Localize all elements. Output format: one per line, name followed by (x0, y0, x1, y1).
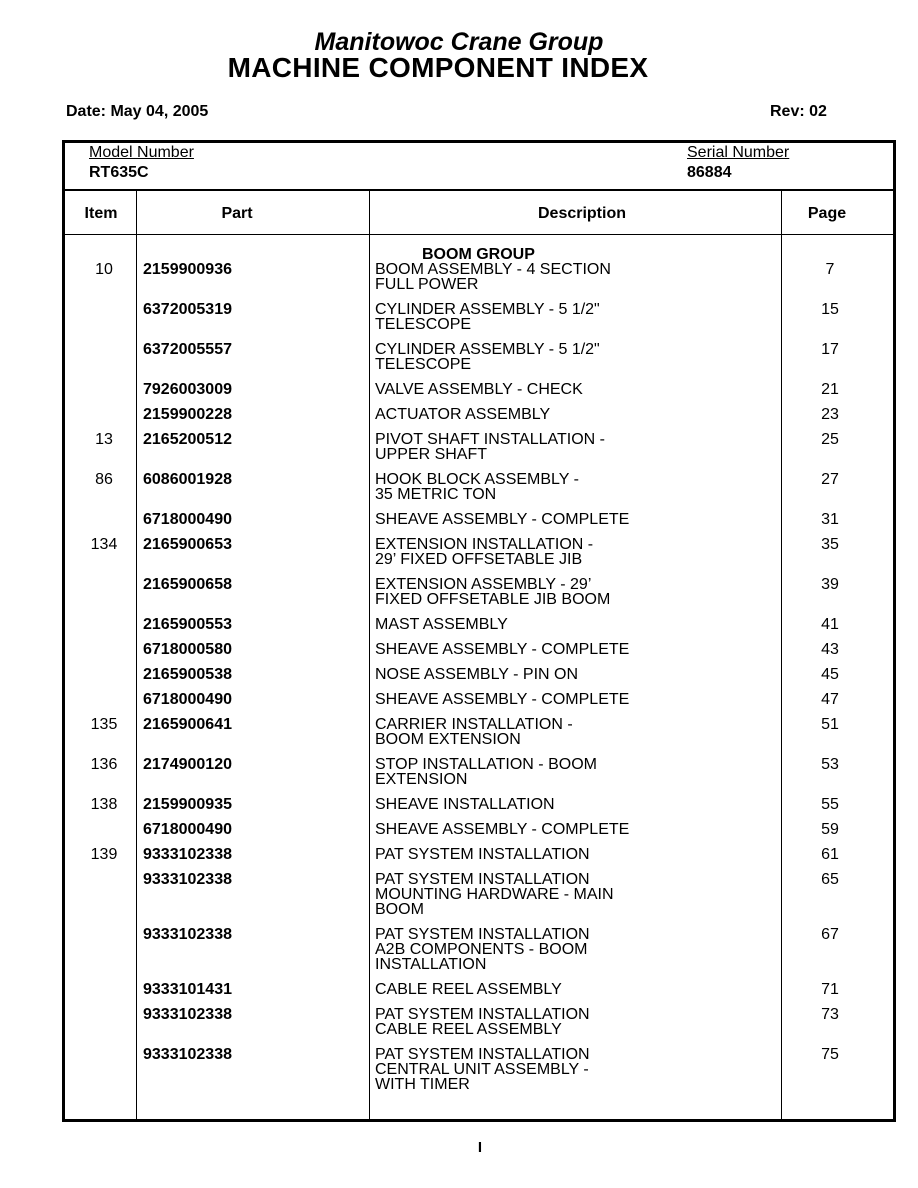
description-line: 35 METRIC TON (375, 486, 497, 503)
part-description (375, 797, 775, 812)
item-number: 10 (95, 261, 113, 278)
description-line: EXTENSION INSTALLATION - (375, 536, 594, 553)
part-number: 2174900120 (143, 756, 232, 773)
part-number: 6086001928 (143, 471, 232, 488)
description-line: MOUNTING HARDWARE - MAIN (375, 886, 614, 903)
page-reference: 59 (821, 821, 839, 838)
description-line: CENTRAL UNIT ASSEMBLY - (375, 1061, 589, 1078)
page-title: MACHINE COMPONENT INDEX (227, 52, 649, 83)
date-label: Date: May 04, 2005 (66, 103, 209, 120)
table-row (0, 667, 918, 692)
page-reference: 21 (821, 381, 839, 398)
part-description (375, 692, 775, 707)
serial-number-label: Serial Number (687, 144, 790, 161)
page-reference: 15 (821, 301, 839, 318)
part-number: 2165900641 (143, 716, 232, 733)
part-number: 6718000490 (143, 511, 232, 528)
part-number: 2165900653 (143, 536, 232, 553)
table-row (0, 537, 918, 577)
part-number: 9333102338 (143, 1046, 232, 1063)
description-line: TELESCOPE (375, 356, 472, 373)
part-description (375, 1047, 775, 1092)
part-description (375, 472, 775, 502)
part-number: 6372005557 (143, 341, 232, 358)
part-description (375, 617, 775, 632)
description-line: STOP INSTALLATION - BOOM (375, 756, 597, 773)
description-line: INSTALLATION (375, 956, 487, 973)
part-description (375, 872, 775, 917)
description-line: VALVE ASSEMBLY - CHECK (375, 381, 583, 398)
page-reference: 53 (821, 756, 839, 773)
page-reference: 31 (821, 511, 839, 528)
part-description (375, 262, 775, 292)
table-row (0, 382, 918, 407)
component-rows (0, 262, 918, 1102)
description-line: PAT SYSTEM INSTALLATION (375, 846, 590, 863)
part-description (375, 1007, 775, 1037)
part-number: 2159900936 (143, 261, 232, 278)
table-row (0, 1007, 918, 1047)
description-line: WITH TIMER (375, 1076, 470, 1093)
item-number: 136 (90, 756, 118, 773)
model-number-value: RT635C (89, 164, 149, 181)
description-line: PAT SYSTEM INSTALLATION (375, 1006, 590, 1023)
item-number: 135 (90, 716, 118, 733)
part-description (375, 512, 775, 527)
page-reference: 17 (821, 341, 839, 358)
description-line: A2B COMPONENTS - BOOM (375, 941, 588, 958)
part-description (375, 927, 775, 972)
description-line: FULL POWER (375, 276, 479, 293)
description-line: CYLINDER ASSEMBLY - 5 1/2" (375, 301, 600, 318)
description-line: PAT SYSTEM INSTALLATION (375, 1046, 590, 1063)
table-row (0, 692, 918, 717)
description-line: PIVOT SHAFT INSTALLATION - (375, 431, 605, 448)
group-heading: BOOM GROUP (422, 246, 535, 263)
description-line: SHEAVE ASSEMBLY - COMPLETE (375, 691, 630, 708)
page-reference: 35 (821, 536, 839, 553)
part-number: 9333101431 (143, 981, 232, 998)
page-reference: 55 (821, 796, 839, 813)
part-number: 6718000580 (143, 641, 232, 658)
part-number: 9333102338 (143, 926, 232, 943)
column-header-divider (62, 234, 896, 235)
page-reference: 45 (821, 666, 839, 683)
page-reference: 71 (821, 981, 839, 998)
page-reference: 65 (821, 871, 839, 888)
item-number: 13 (95, 431, 113, 448)
column-header-description: Description (537, 205, 626, 222)
table-row (0, 342, 918, 382)
part-description (375, 982, 775, 997)
description-line: SHEAVE INSTALLATION (375, 796, 555, 813)
table-row (0, 617, 918, 642)
model-number-label: Model Number (89, 144, 194, 161)
part-number: 6718000490 (143, 821, 232, 838)
part-description (375, 382, 775, 397)
part-number: 2165200512 (143, 431, 232, 448)
page-reference: 47 (821, 691, 839, 708)
page-reference: 25 (821, 431, 839, 448)
revision-label: Rev: 02 (770, 103, 827, 120)
description-line: FIXED OFFSETABLE JIB BOOM (375, 591, 611, 608)
table-row (0, 512, 918, 537)
page-reference: 61 (821, 846, 839, 863)
company-name: Manitowoc Crane Group (314, 28, 604, 56)
description-line: HOOK BLOCK ASSEMBLY - (375, 471, 579, 488)
part-description (375, 407, 775, 422)
table-row (0, 982, 918, 1007)
table-row (0, 872, 918, 927)
description-line: BOOM ASSEMBLY - 4 SECTION (375, 261, 611, 278)
part-number: 6372005319 (143, 301, 232, 318)
description-line: CARRIER INSTALLATION - (375, 716, 573, 733)
table-row (0, 1047, 918, 1102)
page-number: I (477, 1139, 483, 1156)
description-line: CABLE REEL ASSEMBLY (375, 981, 562, 998)
table-row (0, 407, 918, 432)
part-number: 9333102338 (143, 846, 232, 863)
description-line: SHEAVE ASSEMBLY - COMPLETE (375, 821, 630, 838)
part-number: 9333102338 (143, 1006, 232, 1023)
table-row (0, 302, 918, 342)
page-reference: 39 (821, 576, 839, 593)
table-row (0, 432, 918, 472)
description-line: 29’ FIXED OFFSETABLE JIB (375, 551, 583, 568)
page-reference: 41 (821, 616, 839, 633)
description-line: BOOM EXTENSION (375, 731, 521, 748)
page-reference: 75 (821, 1046, 839, 1063)
description-line: PAT SYSTEM INSTALLATION (375, 871, 590, 888)
description-line: PAT SYSTEM INSTALLATION (375, 926, 590, 943)
part-description (375, 847, 775, 862)
part-number: 9333102338 (143, 871, 232, 888)
part-number: 2165900538 (143, 666, 232, 683)
part-description (375, 717, 775, 747)
part-description (375, 432, 775, 462)
table-row (0, 717, 918, 757)
page-reference: 7 (825, 261, 835, 278)
table-row (0, 927, 918, 982)
column-header-item: Item (84, 205, 118, 222)
table-row (0, 757, 918, 797)
description-line: BOOM (375, 901, 424, 918)
table-row (0, 262, 918, 302)
description-line: ACTUATOR ASSEMBLY (375, 406, 551, 423)
page-reference: 67 (821, 926, 839, 943)
part-number: 7926003009 (143, 381, 232, 398)
table-row (0, 797, 918, 822)
part-description (375, 757, 775, 787)
column-header-page: Page (807, 205, 847, 222)
page-reference: 51 (821, 716, 839, 733)
part-description (375, 577, 775, 607)
item-number: 86 (95, 471, 113, 488)
page-reference: 43 (821, 641, 839, 658)
description-line: MAST ASSEMBLY (375, 616, 508, 633)
description-line: CYLINDER ASSEMBLY - 5 1/2" (375, 341, 600, 358)
part-number: 2159900228 (143, 406, 232, 423)
description-line: SHEAVE ASSEMBLY - COMPLETE (375, 641, 630, 658)
table-row (0, 472, 918, 512)
description-line: NOSE ASSEMBLY - PIN ON (375, 666, 579, 683)
part-number: 6718000490 (143, 691, 232, 708)
part-number: 2165900553 (143, 616, 232, 633)
page-reference: 27 (821, 471, 839, 488)
part-description (375, 537, 775, 567)
header-divider (62, 189, 896, 191)
table-row (0, 847, 918, 872)
table-row (0, 642, 918, 667)
serial-number-value: 86884 (687, 164, 732, 181)
table-row (0, 577, 918, 617)
description-line: TELESCOPE (375, 316, 472, 333)
description-line: UPPER SHAFT (375, 446, 488, 463)
description-line: EXTENSION (375, 771, 468, 788)
part-description (375, 302, 775, 332)
description-line: SHEAVE ASSEMBLY - COMPLETE (375, 511, 630, 528)
part-number: 2159900935 (143, 796, 232, 813)
item-number: 138 (90, 796, 118, 813)
description-line: EXTENSION ASSEMBLY - 29’ (375, 576, 592, 593)
item-number: 134 (90, 536, 118, 553)
page-reference: 23 (821, 406, 839, 423)
part-number: 2165900658 (143, 576, 232, 593)
column-header-part: Part (221, 205, 253, 222)
part-description (375, 342, 775, 372)
part-description (375, 667, 775, 682)
page-reference: 73 (821, 1006, 839, 1023)
item-number: 139 (90, 846, 118, 863)
part-description (375, 642, 775, 657)
part-description (375, 822, 775, 837)
table-row (0, 822, 918, 847)
description-line: CABLE REEL ASSEMBLY (375, 1021, 562, 1038)
